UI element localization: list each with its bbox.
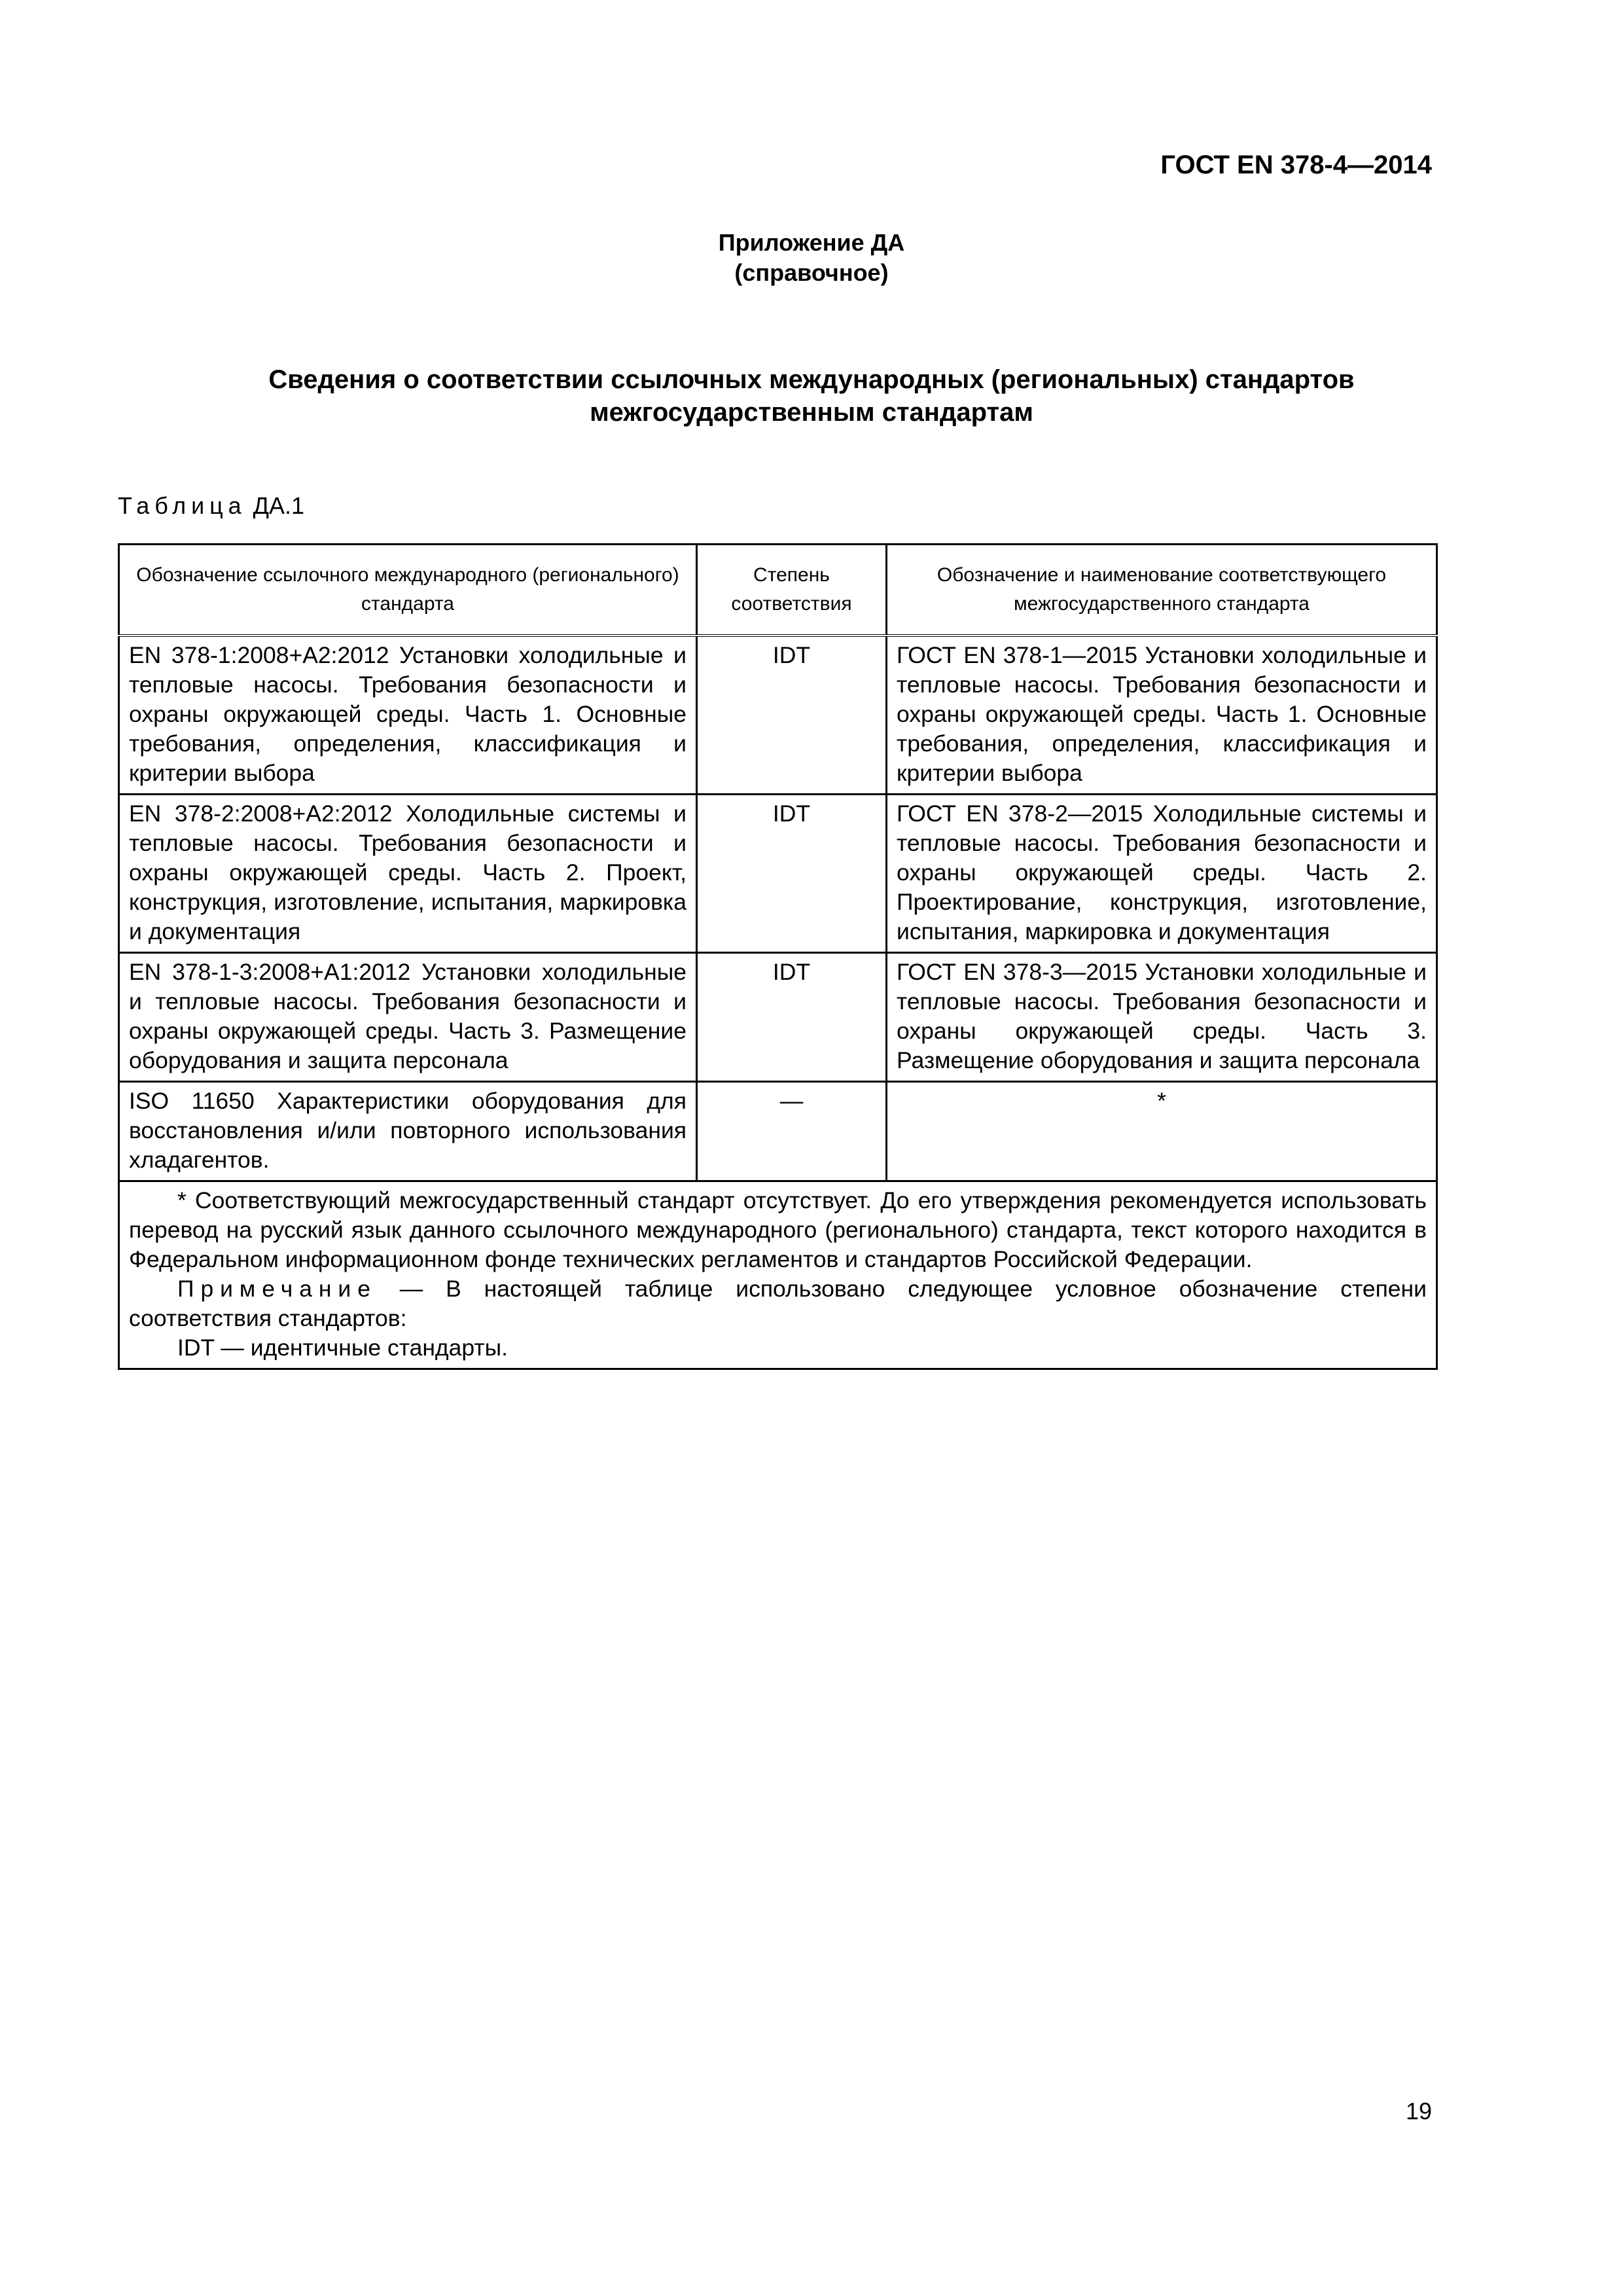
cell-degree: IDT — [697, 795, 887, 953]
cell-international-standard: EN 378-1:2008+A2:2012 Установки холодильные и тепловые насосы. Требования безопасности и охраны окружающей среды. Часть 1. Основные требования, определения, классификация и критерии выбора — [119, 636, 697, 795]
section-title-line-2: межгосударственным стандартам — [590, 398, 1033, 427]
cell-interstate-standard: ГОСТ EN 378-3—2015 Установки холодильные и тепловые насосы. Требования безопасности и охраны окружающей среды. Часть 3. Размещение оборудования и защита персонала — [887, 953, 1437, 1082]
table-row — [119, 636, 1437, 795]
table-footnote-cell — [119, 1181, 1437, 1369]
table-footnote-row — [119, 1181, 1437, 1369]
table-header-row — [119, 545, 1437, 636]
cell-interstate-standard: * — [887, 1082, 1437, 1181]
document-code: ГОСТ EN 378-4—2014 — [1160, 151, 1432, 179]
section-title — [0, 363, 1623, 429]
note-label: Примечание — [177, 1276, 377, 1302]
note-text: — В настоящей таблице использовано следующее условное обозначение степени соответствия стандартов: — [129, 1276, 1427, 1331]
header-degree-of-correspondence: Степень соответствия — [697, 545, 887, 636]
correspondence-table-wrapper — [118, 543, 1436, 1370]
table-caption-number: ДА.1 — [253, 492, 305, 519]
page-number: 19 — [1405, 2098, 1432, 2125]
table-caption — [118, 492, 304, 520]
cell-international-standard: ISO 11650 Характеристики оборудования для восстановления и/или повторного использования хладагентов. — [119, 1082, 697, 1181]
header-interstate-standard: Обозначение и наименование соответствующего межгосударственного стандарта — [887, 545, 1437, 636]
table-note-legend: IDT — идентичные стандарты. — [177, 1335, 508, 1361]
cell-interstate-standard: ГОСТ EN 378-1—2015 Установки холодильные и тепловые насосы. Требования безопасности и охраны окружающей среды. Часть 1. Основные требования, определения, классификация и критерии выбора — [887, 636, 1437, 795]
table-row — [119, 1082, 1437, 1181]
cell-interstate-standard: ГОСТ EN 378-2—2015 Холодильные системы и тепловые насосы. Требования безопасности и охраны окружающей среды. Часть 2. Проектирование, конструкция, изготовление, испытания, маркировка и документация — [887, 795, 1437, 953]
annex-title: Приложение ДА — [718, 229, 905, 256]
cell-degree: — — [697, 1082, 887, 1181]
correspondence-table — [118, 543, 1438, 1370]
table-caption-word: Таблица — [118, 492, 247, 519]
cell-international-standard: EN 378-2:2008+A2:2012 Холодильные системы и тепловые насосы. Требования безопасности и охраны окружающей среды. Часть 2. Проект, конструкция, изготовление, испытания, маркировка и документация — [119, 795, 697, 953]
annex-heading — [0, 228, 1623, 288]
table-row — [119, 795, 1437, 953]
header-international-standard: Обозначение ссылочного международного (регионального) стандарта — [119, 545, 697, 636]
table-note — [129, 1274, 1427, 1333]
cell-international-standard: EN 378-1-3:2008+A1:2012 Установки холодильные и тепловые насосы. Требования безопасности и охраны окружающей среды. Часть 3. Размещение оборудования и защита персонала — [119, 953, 697, 1082]
section-title-line-1: Сведения о соответствии ссылочных международных (региональных) стандартов — [268, 365, 1355, 394]
table-footnote: * Соответствующий межгосударственный стандарт отсутствует. До его утверждения рекомендуется использовать перевод на русский язык данного ссылочного международного (регионального) стандарта, текст которого находится в Федеральном информационном фонде технических регламентов и стандартов Российской Федерации. — [129, 1187, 1427, 1272]
annex-subtitle: (справочное) — [734, 259, 889, 286]
cell-degree: IDT — [697, 636, 887, 795]
cell-degree: IDT — [697, 953, 887, 1082]
table-row — [119, 953, 1437, 1082]
